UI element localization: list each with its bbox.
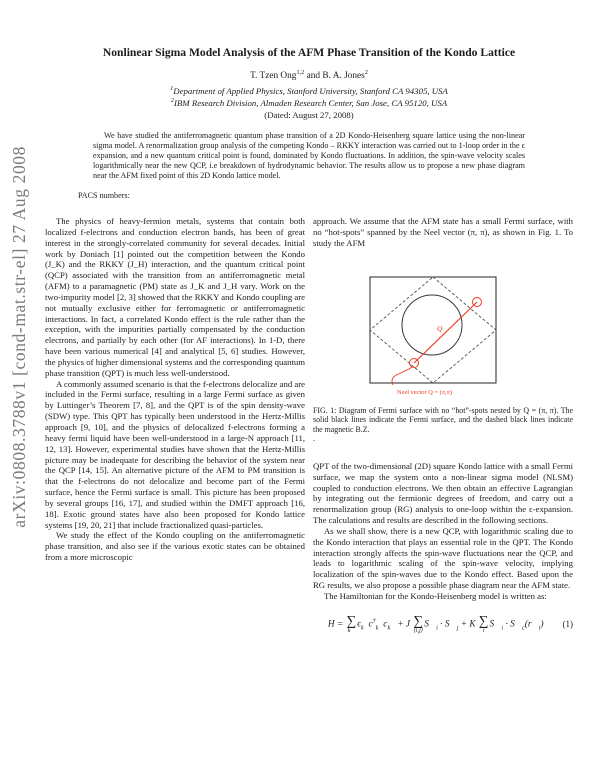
eq-sub: j — [456, 624, 459, 632]
nesting-vector-line — [414, 302, 477, 363]
abstract: We have studied the antiferromagnetic quantum phase transition of a 2D Kondo-Heisenberg square lattice using the non-linear sigma model. A renormalization group analysis of the competing Kondo – RKKY interaction was carried out to 1-loop order in the ϵ expansion, and a new quantum critical point is found, dominated by Kondo fluctuations. In addition, the spin-wave velocity scales logarithmically near the new QCP, i.e breakdown of hydrodynamic behavior. The results allow us to propose a new phase diagram near the AFM fixed point of this 2D Kondo lattice model. — [93, 131, 525, 181]
eq-dagger: † — [372, 617, 376, 625]
eq-paren: ) — [540, 619, 544, 630]
date-line: (Dated: August 27, 2008) — [264, 110, 354, 121]
affiliation-2 — [45, 96, 573, 108]
body-paragraph: The Hamiltonian for the Kondo-Heisenberg model is written as: — [324, 591, 547, 601]
figure-caption-period: . — [313, 434, 315, 444]
annotation-squiggle-arrow — [392, 367, 412, 385]
equation-number: (1) — [562, 619, 573, 630]
eq-c: c — [383, 619, 388, 630]
eq-c-dagger: c — [368, 619, 373, 630]
body-paragraph: The physics of heavy-fermion metals, systems that contain both localized f-electrons and conduction electron bands, has been of great interest in the strongly-correlated community for several decades. Initial work by Doniach [1] pointed out the competition between the Kondo (J_K) and the RKKY (J_H) interaction, and the quantum critical point (QCP) associated with the transition from an antiferromagnetic metal (AFM) to a paramagnetic (PM) state as J_K and J_H vary. Work on the two-impurity model [2, 3] showed that the RKKY and Kondo coupling are not mutually exclusive either for ferromagnetic or antiferromagnetic interactions. In fact, a correlated Kondo effect is the rule rather than the exception, with the impurities partially compensated by the conduction electrons, and partially by each other (for AF interactions). In 1-D, there have been various numerical [4] and analytical [5, 6] studies. However, the physics of higher dimensional systems and the corresponding quantum phase transition (QPT) is much less well-understood. — [45, 215, 305, 378]
affiliation-2-marker: 2 — [170, 97, 174, 105]
sum-over-i — [478, 612, 489, 634]
q-vector-label: Q — [437, 323, 443, 333]
affiliation-1-text: Department of Applied Physics, Stanford University, Stanford CA 94305, USA — [173, 85, 448, 96]
eq-plus-k: + K — [458, 619, 478, 630]
sigma-operator: ∑ — [346, 612, 357, 628]
eq-spin: S⃗ — [424, 619, 437, 630]
right-column — [313, 216, 573, 634]
author-1: T. Tzen Ong — [250, 71, 297, 82]
eq-lhs: H = — [327, 619, 346, 630]
paper-title: Nonlinear Sigma Model Analysis of the AFM Phase Transition of the Kondo Lattice — [102, 46, 516, 59]
body-paragraph: approach. We assume that the AFM state has a small Fermi surface, with no “hot-spots” spanned by the Neel vector (π, π), as shown in Fig. 1. To study the AFM — [313, 215, 573, 248]
eq-spin: S⃗ — [444, 619, 457, 630]
sum-index: ⟨i,j⟩ — [413, 626, 424, 634]
eq-sub: k⃗ — [387, 624, 395, 632]
eq-sub: k⃗ — [360, 624, 369, 632]
paper-page — [45, 46, 573, 634]
magnetic-bz-diamond — [370, 277, 496, 383]
author-2: B. A. Jones — [322, 71, 365, 82]
sigma-operator: ∑ — [478, 612, 489, 628]
eq-sub: i — [501, 624, 504, 632]
eq-epsilon: ϵ — [357, 619, 361, 630]
sigma-operator: ∑ — [413, 612, 424, 628]
eq-spin: S⃗ — [510, 619, 523, 630]
eq-spin: S⃗ — [489, 619, 502, 630]
affiliation-1-marker: 1 — [170, 84, 174, 92]
author-1-affil-marker: 1,2 — [296, 69, 305, 76]
eq-sub: k⃗ — [375, 624, 384, 632]
body-paragraph: QPT of the two-dimensional (2D) square Kondo lattice with a small Fermi surface, we map the system onto a non-linear sigma model (NLSM) coupled to conduction electrons. We then obtain an effective Lagrangian by integrating out the fermionic degrees of freedom, and carry out a renormalization group (RG) analysis to one-loop within the ϵ-expansion. The calculations and results are described in the following sections. — [313, 460, 573, 526]
sum-over-ij — [413, 612, 424, 634]
pacs-line: PACS numbers: — [78, 190, 130, 200]
arxiv-stamp: arXiv:0808.3788v1 [cond-mat.str-el] 27 Aug 2008 — [9, 146, 29, 528]
neel-vector-label: Neel vector Q = (π,π) — [397, 388, 452, 396]
eq-sub: c — [522, 624, 525, 632]
two-column-body — [45, 216, 573, 634]
eq-plus-j: + J — [395, 619, 413, 630]
eq-paren: (r⃗ — [524, 619, 539, 630]
figure-caption: FIG. 1: Diagram of Fermi surface with no “hot”-spots nested by Q = (π, π). The solid black lines indicate the Fermi surface, and the dashed black lines indicate the magnetic B.Z. — [313, 405, 573, 434]
body-paragraph: A commonly assumed scenario is that the f-electrons delocalize and are included in the Fermi surface, resulting in a large Fermi surface as given by Luttinger’s Theorem [7, 8], and the QPT is of the spin density-wave (SDW) type. This QPT has typically been understood in the Hertz-Millis approach [9, 10], and the physics of delocalized f-electrons forming a heavy fermi liquid have been well-understood in a large-N approach [11, 12, 13]. However, experimental studies have shown that the Hertz-Millis picture may be inadequate for describing the behavior of the system near the QCP [14, 15]. An alternative picture of the AFM to PM transition is that the f-electrons do not delocalize and become part of the Fermi surface, hence the Fermi surface is small. This picture has been proposed by several groups [16, 17], and studied within the DMFT approach [16, 18]. Exotic ground states have also been proposed for Kondo lattice systems [19, 20, 21] that include fractionalized quasi-particles. — [45, 378, 305, 530]
figure-1 — [313, 273, 573, 444]
sum-index: i — [482, 626, 485, 634]
body-paragraph: As we shall show, there is a new QCP, with logarithmic scaling due to the Kondo interaction that plays an essential role in the QPT. The Kondo interaction strongly affects the spin-wave fluctuations near the QCP, and leads to logarithmic scaling of the spin-wave velocity, implying localization of the spin-waves due to the Kondo effect. Based upon the RG results, we also propose a possible phase diagram near the AFM state. — [313, 525, 573, 591]
authors-separator: and — [304, 71, 323, 82]
eq-sub: i — [436, 624, 438, 632]
equation-1 — [313, 612, 573, 634]
body-paragraph: We study the effect of the Kondo coupling on the antiferromagnetic phase transition, and also see if the various exotic states can be obtained from a more microscopic — [45, 530, 305, 563]
eq-dot: · — [503, 619, 511, 630]
eq-dot: · — [437, 619, 445, 630]
affiliation-2-text: IBM Research Division, Almaden Research Center, San Jose, CA 95120, USA — [174, 97, 448, 108]
affiliation-1 — [45, 84, 573, 96]
author-2-affil-marker: 2 — [364, 69, 368, 76]
sum-index: k⃗ — [347, 626, 356, 634]
eq-sub: i — [538, 624, 541, 632]
left-column — [45, 216, 305, 634]
sum-over-k — [346, 612, 357, 634]
hamiltonian-equation — [313, 612, 559, 634]
fermi-surface-diagram — [313, 273, 575, 403]
authors-line — [45, 69, 573, 81]
brillouin-zone-square — [370, 277, 496, 383]
